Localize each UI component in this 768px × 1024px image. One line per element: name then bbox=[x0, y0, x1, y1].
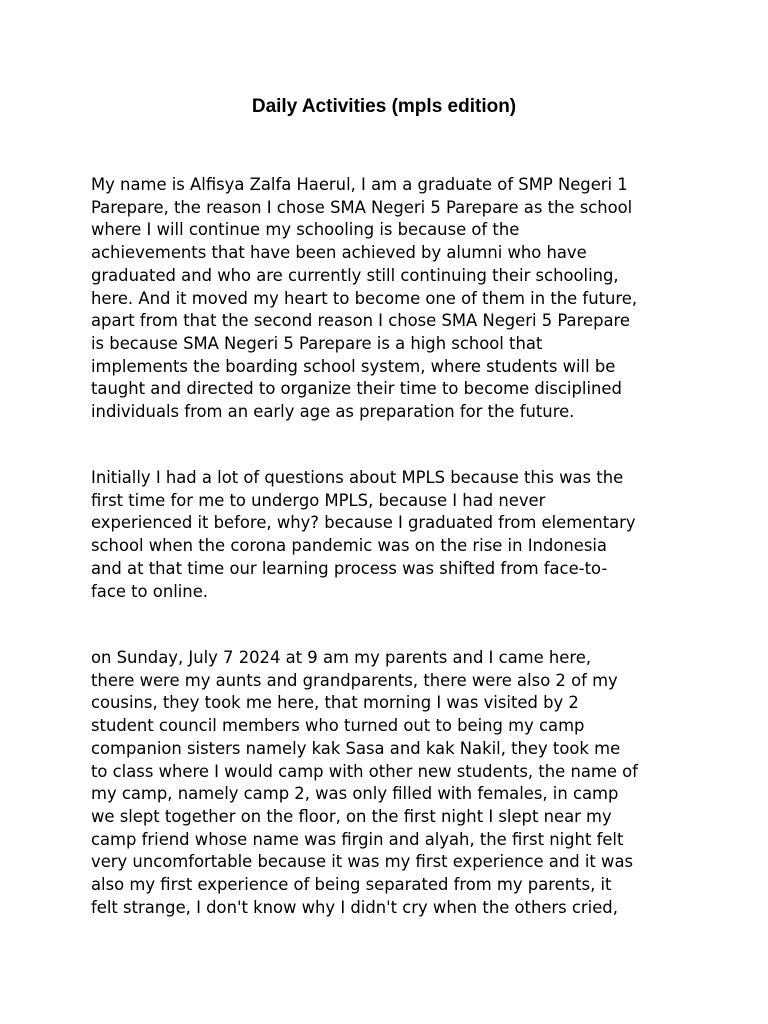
paragraph-first-day: on Sunday, July 7 2024 at 9 am my parents and I came here, there were my aunts and grandparents, there were also 2 of my cousins, they took me here, that morning I was visited by 2 student council members who turned out to being my camp companion sisters namely kak Sasa and kak Nakil, they took me to class where I would camp with other new students, the name of my camp, namely camp 2, was only filled with females, in camp we slept together on the floor, on the first night I slept near my camp friend whose name was firgin and alyah, the first night felt very uncomfortable because it was my first experience and it was also my first experience of being separated from my parents, it felt strange, I don't know why I didn't cry when the others cried, bbox=[91, 648, 638, 917]
paragraph-introduction: My name is Alfisya Zalfa Haerul, I am a graduate of SMP Negeri 1 Parepare, the reason I chose SMA Negeri 5 Parepare as the school where I will continue my schooling is because of the achievements that have been achieved by alumni who have graduated and who are currently still continuing their schooling, here. And it moved my heart to become one of them in the future, apart from that the second reason I chose SMA Negeri 5 Parepare is because SMA Negeri 5 Parepare is a high school that implements the boarding school system, where students will be taught and directed to organize their time to become disciplined individuals from an early age as preparation for the future. bbox=[91, 175, 638, 422]
paragraph-mpls-questions: Initially I had a lot of questions about MPLS because this was the first time for me to undergo MPLS, because I had never experienced it before, why? because I graduated from elementary school when the corona pandemic was on the rise in Indonesia and at that time our learning process was shifted from face-to- face to online. bbox=[91, 468, 636, 601]
document-title: Daily Activities (mpls edition) bbox=[251, 96, 517, 117]
